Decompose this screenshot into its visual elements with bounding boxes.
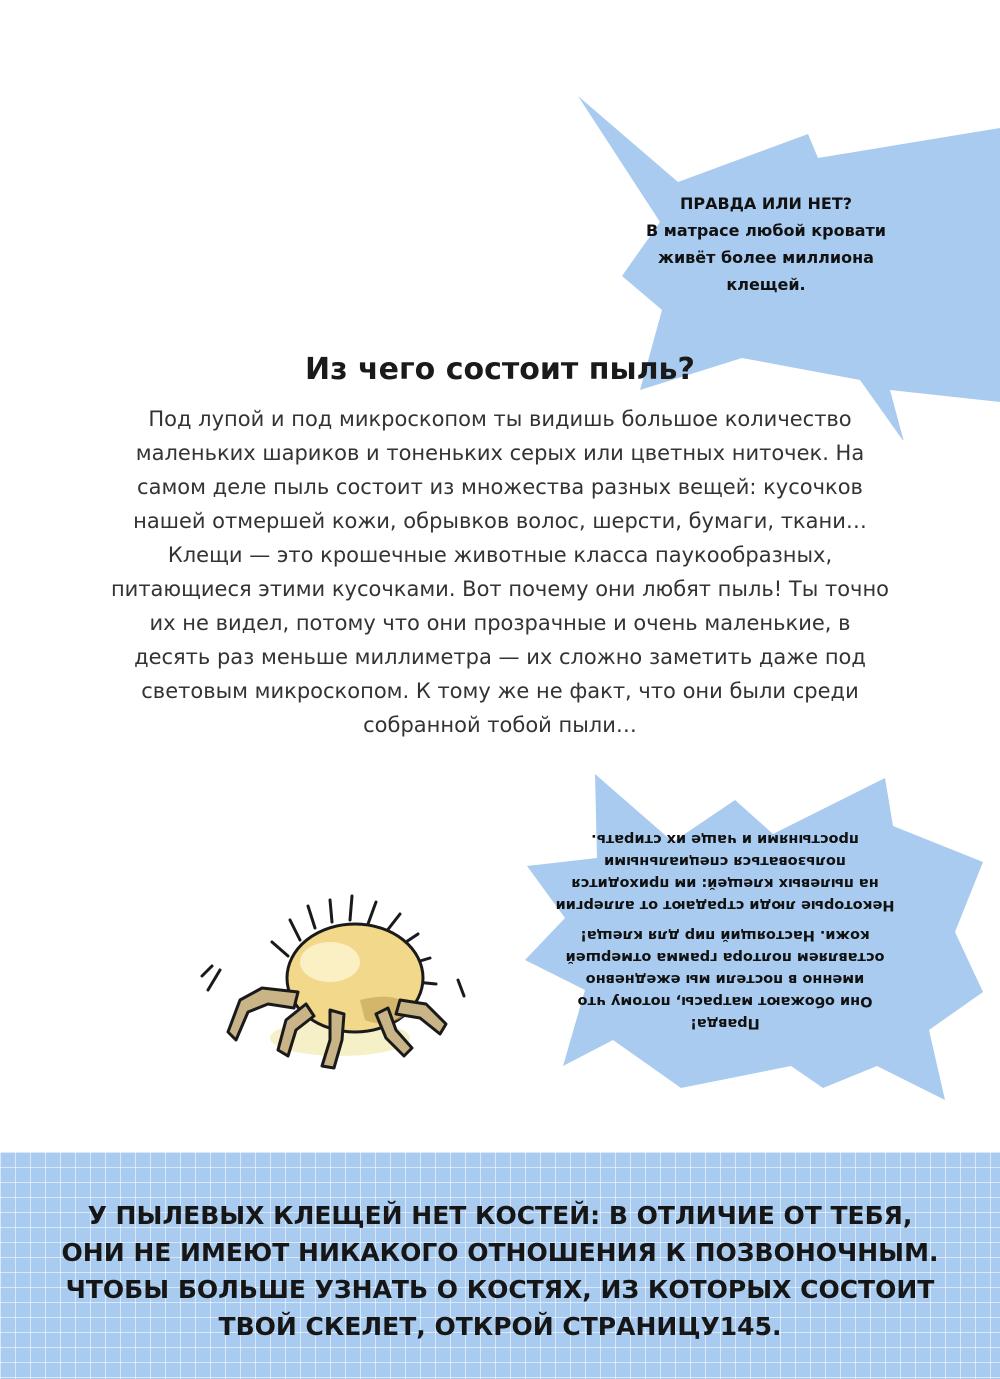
answer-callout	[555, 820, 895, 1034]
answer-paragraph-2: Некоторые люди страдают от аллергии на пылевых клещей: им приходится пользоваться специальными простынями и чаще их стирать.	[555, 831, 895, 913]
answer-heading: Правда!	[690, 1015, 760, 1031]
page-title: Из чего состоит пыль?	[305, 352, 695, 387]
footer-text: У ПЫЛЕВЫХ КЛЕЩЕЙ НЕТ КОСТЕЙ: В ОТЛИЧИЕ ОТ ТЕБЯ, ОНИ НЕ ИМЕЮТ НИКАКОГО ОТНОШЕНИЯ К ПОЗВОНОЧНЫМ. ЧТОБЫ БОЛЬШЕ УЗНАТЬ О КОСТЯХ, ИЗ КОТОРЫХ СОСТОИТ ТВОЙ СКЕЛЕТ, ОТКРОЙ СТРАНИЦУ145.	[61, 1201, 939, 1341]
question-text: В матрасе любой кровати живёт более миллиона клещей.	[646, 221, 886, 294]
answer-paragraph-1: Они обожают матрасы, потому что именно в постели мы ежедневно оставляем полтора грамма отмершей кожи. Настоящий пир для клеща!	[565, 927, 885, 1009]
footer-note	[0, 1152, 1000, 1379]
dust-mite-illustration	[190, 880, 480, 1080]
question-heading: ПРАВДА ИЛИ НЕТ?	[679, 194, 853, 213]
main-paragraph: Под лупой и под микроскопом ты видишь большое количество маленьких шариков и тоненьких серых или цветных ниточек. На самом деле пыль состоит из множества разных вещей: кусочков нашей отмершей кожи, обрывков волос, шерсти, бумаги, ткани… Клещи — это крошечные животные класса паукообразных, питающиеся этими кусочками. Вот почему они любят пыль! Ты точно их не видел, потому что они прозрачные и очень маленькие, в десять раз меньше миллиметра — их сложно заметить даже под световым микроскопом. К тому же не факт, что они были среди собранной тобой пыли…	[110, 407, 890, 737]
question-callout	[632, 190, 900, 298]
